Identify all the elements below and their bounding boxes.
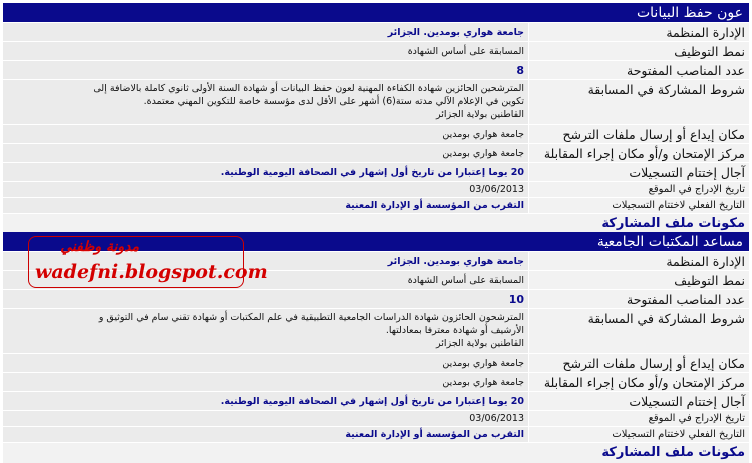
row-label: مركز الإمتحان و/أو مكان إجراء المقابلة bbox=[529, 373, 749, 391]
row-deadline bbox=[3, 163, 749, 182]
row-label: نمط التوظيف bbox=[529, 271, 749, 289]
row-recruitment-type bbox=[3, 42, 749, 61]
row-value: المسابقة على أساس الشهادة bbox=[3, 42, 529, 60]
row-value: جامعة هواري بومدين bbox=[3, 354, 529, 372]
row-submission-place bbox=[3, 125, 749, 144]
row-submission-place bbox=[3, 354, 749, 373]
row-value: 20 يوما إعتبارا من تاريخ أول إشهار في الصحافة اليومية الوطنية. bbox=[3, 163, 529, 181]
row-open-positions bbox=[3, 61, 749, 80]
row-value bbox=[3, 309, 529, 353]
row-label: تاريخ الإدراج في الموقع bbox=[529, 411, 749, 426]
row-label: الإدارة المنظمة bbox=[529, 23, 749, 41]
watermark-arabic-text: مدونة وظفني bbox=[60, 239, 139, 255]
row-posting-date bbox=[3, 411, 749, 427]
row-exam-center bbox=[3, 144, 749, 163]
blog-watermark-stamp bbox=[28, 236, 268, 288]
row-value bbox=[3, 80, 529, 124]
row-value: جامعة هواري بومدين bbox=[3, 373, 529, 391]
row-conditions bbox=[3, 80, 749, 125]
job-title-header: عون حفظ البيانات bbox=[3, 3, 749, 23]
row-label: مركز الإمتحان و/أو مكان إجراء المقابلة bbox=[529, 144, 749, 162]
application-file-link[interactable]: مكونات ملف المشاركة bbox=[3, 214, 749, 234]
condition-line: القاطنين بولاية الجزائر bbox=[436, 338, 524, 349]
row-value: التقرب من المؤسسة أو الإدارة المعنية bbox=[3, 198, 529, 213]
row-label: نمط التوظيف bbox=[529, 42, 749, 60]
row-organizer bbox=[3, 23, 749, 42]
row-value: 8 bbox=[3, 61, 529, 79]
row-closing-date bbox=[3, 427, 749, 443]
row-label: شروط المشاركة في المسابقة bbox=[529, 80, 749, 124]
row-label: آجال إختتام التسجيلات bbox=[529, 163, 749, 181]
row-label: شروط المشاركة في المسابقة bbox=[529, 309, 749, 353]
row-value: 10 bbox=[3, 290, 529, 308]
row-value: 20 يوما إعتبارا من تاريخ أول إشهار في الصحافة اليومية الوطنية. bbox=[3, 392, 529, 410]
condition-line: المترشحين الحائزين شهادة الكفاءة المهنية لعون حفظ البيانات أو شهادة السنة الأولى ثانوي كاملة بالاضافة إلى bbox=[93, 83, 524, 94]
row-value: جامعة هواري بومدين bbox=[3, 125, 529, 143]
job-title-header: مساعد المكتبات الجامعية bbox=[3, 232, 749, 252]
row-label: مكان إيداع أو إرسال ملفات الترشح bbox=[529, 354, 749, 372]
job-block bbox=[3, 3, 749, 234]
row-value: جامعة هواري بومدين bbox=[3, 144, 529, 162]
row-label: عدد المناصب المفتوحة bbox=[529, 61, 749, 79]
row-value: جامعة هواري بومدين. الجزائر bbox=[3, 252, 529, 270]
condition-line: القاطنين بولاية الجزائر bbox=[436, 109, 524, 120]
row-value: 03/06/2013 bbox=[3, 182, 529, 197]
row-label: عدد المناصب المفتوحة bbox=[529, 290, 749, 308]
row-label: الإدارة المنظمة bbox=[529, 252, 749, 270]
row-closing-date bbox=[3, 198, 749, 214]
row-value: المسابقة على أساس الشهادة bbox=[3, 271, 529, 289]
row-open-positions bbox=[3, 290, 749, 309]
watermark-site-text: wadefni.blogspot.com bbox=[35, 261, 268, 283]
row-value: جامعة هواري بومدين. الجزائر bbox=[3, 23, 529, 41]
row-label: التاريخ الفعلي لاختتام التسجيلات bbox=[529, 427, 749, 442]
condition-line: الأرشيف أو شهادة معترفا بمعادلتها. bbox=[385, 325, 524, 336]
row-label: آجال إختتام التسجيلات bbox=[529, 392, 749, 410]
row-label: تاريخ الإدراج في الموقع bbox=[529, 182, 749, 197]
row-exam-center bbox=[3, 373, 749, 392]
row-label: التاريخ الفعلي لاختتام التسجيلات bbox=[529, 198, 749, 213]
row-value: التقرب من المؤسسة أو الإدارة المعنية bbox=[3, 427, 529, 442]
row-value: 03/06/2013 bbox=[3, 411, 529, 426]
application-file-link[interactable]: مكونات ملف المشاركة bbox=[3, 443, 749, 463]
condition-line: تكوين في الإعلام الآلي مدته ستة(6) أشهر على الأقل لدى مؤسسة خاصة للتكوين المهني معتمدة. bbox=[143, 96, 524, 107]
condition-line: المترشحون الحائزون شهادة الدراسات الجامعية التطبيقية في علم المكتبات أو شهادة تقني سام في التوثيق و bbox=[98, 312, 524, 323]
row-posting-date bbox=[3, 182, 749, 198]
row-deadline bbox=[3, 392, 749, 411]
row-conditions bbox=[3, 309, 749, 354]
row-label: مكان إيداع أو إرسال ملفات الترشح bbox=[529, 125, 749, 143]
